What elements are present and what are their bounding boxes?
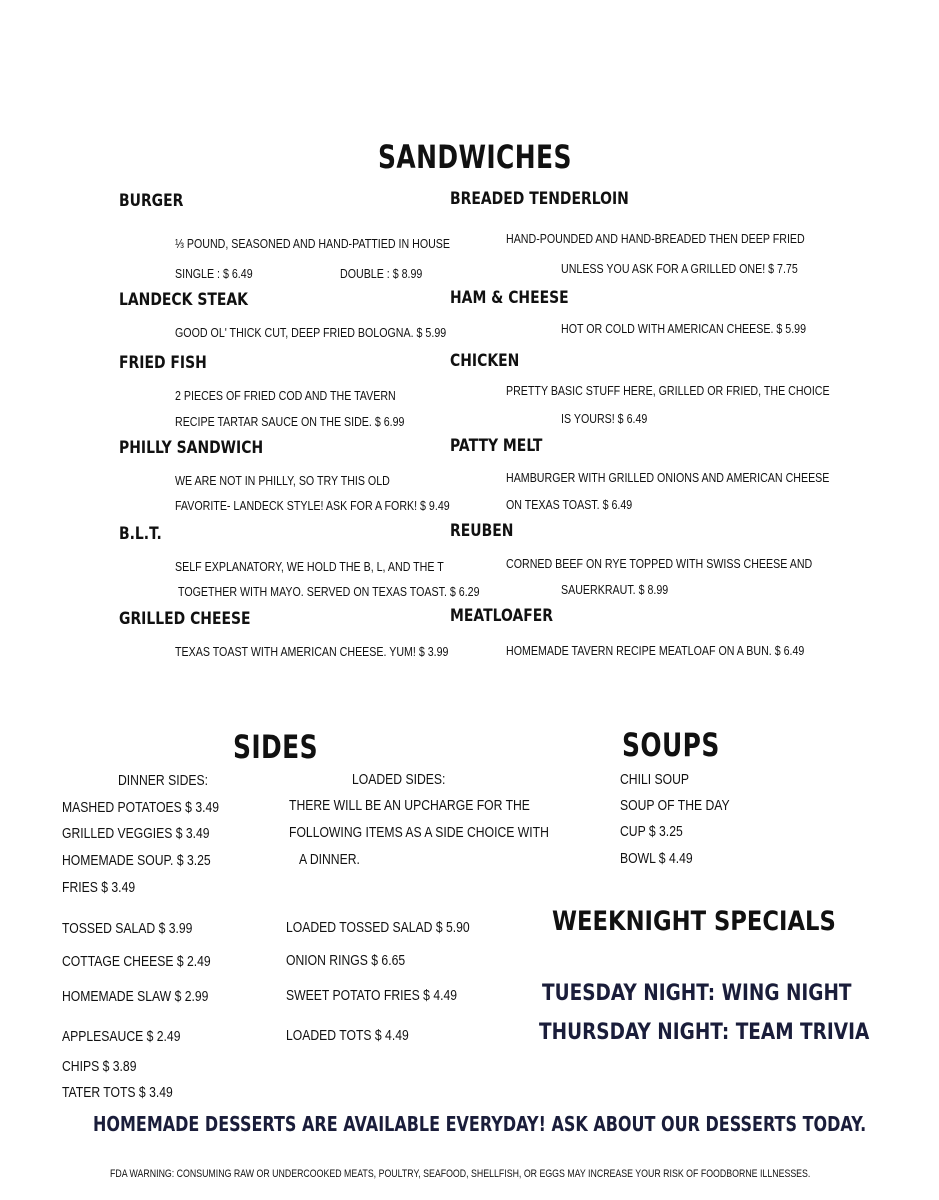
- menu-item-description: HAND-POUNDED AND HAND-BREADED THEN DEEP FRIED: [506, 231, 805, 246]
- menu-item-description: PRETTY BASIC STUFF HERE, GRILLED OR FRIED, THE CHOICE: [506, 383, 830, 398]
- menu-item-title: CHICKEN: [450, 351, 520, 371]
- menu-item-title: PATTY MELT: [450, 436, 543, 456]
- special-tuesday: TUESDAY NIGHT: WING NIGHT: [542, 981, 852, 1006]
- side-item: HOMEMADE SOUP. $ 3.25: [62, 853, 211, 869]
- soup-item: CHILI SOUP: [620, 772, 690, 788]
- menu-item-title: B.L.T.: [119, 524, 162, 544]
- side-item: TATER TOTS $ 3.49: [62, 1085, 173, 1101]
- soups-heading: SOUPS: [622, 726, 720, 764]
- desserts-banner: HOMEMADE DESSERTS ARE AVAILABLE EVERYDAY! ASK ABOUT OUR DESSERTS TODAY.: [93, 1112, 867, 1136]
- loaded-side-item: LOADED TOSSED SALAD $ 5.90: [286, 920, 470, 936]
- menu-item-description: ⅓ POUND, SEASONED AND HAND-PATTIED IN HOUSE: [175, 236, 451, 251]
- menu-item-title: PHILLY SANDWICH: [119, 438, 264, 458]
- side-item: MASHED POTATOES $ 3.49: [62, 800, 220, 816]
- menu-item-description: TOGETHER WITH MAYO. SERVED ON TEXAS TOAST. $ 6.29: [178, 584, 480, 599]
- menu-item-title: LANDECK STEAK: [119, 290, 248, 310]
- special-thursday: THURSDAY NIGHT: TEAM TRIVIA: [539, 1020, 870, 1045]
- loaded-side-item: LOADED TOTS $ 4.49: [286, 1028, 409, 1044]
- menu-item-description: HAMBURGER WITH GRILLED ONIONS AND AMERICAN CHEESE: [506, 470, 830, 485]
- menu-item-description: TEXAS TOAST WITH AMERICAN CHEESE. YUM! $ 3.99: [175, 644, 449, 659]
- loaded-sides-note: FOLLOWING ITEMS AS A SIDE CHOICE WITH: [289, 825, 549, 841]
- menu-item-title: HAM & CHEESE: [450, 288, 569, 308]
- menu-item-description: FAVORITE- LANDECK STYLE! ASK FOR A FORK! $ 9.49: [175, 498, 450, 513]
- menu-item-description: SELF EXPLANATORY, WE HOLD THE B, L, AND THE T: [175, 559, 444, 574]
- menu-item-title: FRIED FISH: [119, 353, 207, 373]
- menu-item-description: UNLESS YOU ASK FOR A GRILLED ONE! $ 7.75: [561, 261, 798, 276]
- side-item: CHIPS $ 3.89: [62, 1059, 137, 1075]
- menu-item-price-single: SINGLE : $ 6.49: [175, 266, 253, 281]
- menu-item-description: WE ARE NOT IN PHILLY, SO TRY THIS OLD: [175, 473, 390, 488]
- menu-item-description: HOMEMADE TAVERN RECIPE MEATLOAF ON A BUN. $ 6.49: [506, 643, 805, 658]
- loaded-side-item: SWEET POTATO FRIES $ 4.49: [286, 988, 458, 1004]
- menu-item-description: SAUERKRAUT. $ 8.99: [561, 582, 669, 597]
- menu-item-description: IS YOURS! $ 6.49: [561, 411, 648, 426]
- menu-item-price-double: DOUBLE : $ 8.99: [340, 266, 423, 281]
- menu-item-title: MEATLOAFER: [450, 606, 554, 626]
- side-item: TOSSED SALAD $ 3.99: [62, 921, 193, 937]
- menu-item-title: REUBEN: [450, 521, 514, 541]
- fda-warning: FDA WARNING: CONSUMING RAW OR UNDERCOOKED MEATS, POULTRY, SEAFOOD, SHELLFISH, OR EGGS MAY INCREASE YOUR RISK OF FOODBORNE ILLNESSES.: [110, 1168, 811, 1180]
- specials-heading: WEEKNIGHT SPECIALS: [552, 906, 836, 937]
- soup-item: CUP $ 3.25: [620, 824, 683, 840]
- side-item: APPLESAUCE $ 2.49: [62, 1029, 181, 1045]
- loaded-side-item: ONION RINGS $ 6.65: [286, 953, 406, 969]
- loaded-sides-note: THERE WILL BE AN UPCHARGE FOR THE: [289, 798, 530, 814]
- dinner-sides-label: DINNER SIDES:: [118, 773, 209, 789]
- menu-item-title: BREADED TENDERLOIN: [450, 189, 629, 209]
- sandwiches-heading: SANDWICHES: [378, 138, 572, 176]
- side-item: GRILLED VEGGIES $ 3.49: [62, 826, 210, 842]
- menu-item-title: GRILLED CHEESE: [119, 609, 251, 629]
- loaded-sides-note: A DINNER.: [299, 852, 360, 868]
- menu-item-description: RECIPE TARTAR SAUCE ON THE SIDE. $ 6.99: [175, 414, 405, 429]
- menu-item-title: BURGER: [119, 191, 184, 211]
- menu-item-description: HOT OR COLD WITH AMERICAN CHEESE. $ 5.99: [561, 321, 807, 336]
- side-item: COTTAGE CHEESE $ 2.49: [62, 954, 211, 970]
- menu-item-description: CORNED BEEF ON RYE TOPPED WITH SWISS CHEESE AND: [506, 556, 813, 571]
- side-item: FRIES $ 3.49: [62, 880, 136, 896]
- loaded-sides-label: LOADED SIDES:: [352, 772, 446, 788]
- soup-item: BOWL $ 4.49: [620, 851, 693, 867]
- menu-item-description: ON TEXAS TOAST. $ 6.49: [506, 497, 633, 512]
- menu-item-description: GOOD OL' THICK CUT, DEEP FRIED BOLOGNA. $ 5.99: [175, 325, 447, 340]
- soup-item: SOUP OF THE DAY: [620, 798, 730, 814]
- menu-item-description: 2 PIECES OF FRIED COD AND THE TAVERN: [175, 388, 396, 403]
- side-item: HOMEMADE SLAW $ 2.99: [62, 989, 209, 1005]
- sides-heading: SIDES: [233, 728, 318, 766]
